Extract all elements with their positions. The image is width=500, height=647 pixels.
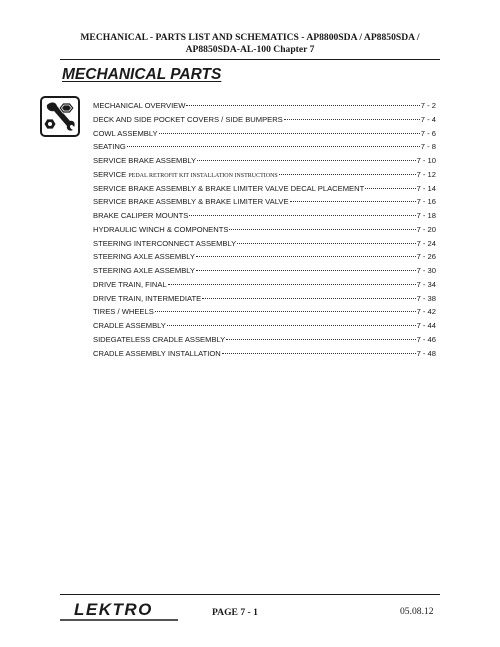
toc-label: CRADLE ASSEMBLY xyxy=(93,321,166,330)
header-line-2: AP8850SDA-AL-100 Chapter 7 xyxy=(185,44,315,55)
toc-entry[interactable] xyxy=(93,156,436,170)
toc-entry[interactable] xyxy=(93,294,436,308)
table-of-contents xyxy=(93,101,436,362)
toc-entry[interactable] xyxy=(93,335,436,349)
toc-entry[interactable] xyxy=(93,197,436,211)
dot-leader xyxy=(168,284,416,285)
toc-entry[interactable] xyxy=(93,115,436,129)
toc-page: 7 - 10 xyxy=(416,156,436,165)
toc-page: 7 - 24 xyxy=(416,238,436,248)
dot-leader xyxy=(229,229,415,230)
toc-entry[interactable] xyxy=(93,184,436,198)
dot-leader xyxy=(155,311,416,312)
dot-leader xyxy=(237,243,415,244)
toc-label: HYDRAULIC WINCH & COMPONENTS xyxy=(93,224,229,234)
lektro-logo xyxy=(60,598,190,622)
dot-leader xyxy=(196,256,416,257)
toc-label: STEERING INTERCONNECT ASSEMBLY xyxy=(93,238,237,248)
toc-entry[interactable] xyxy=(93,239,436,253)
toc-page: 7 - 34 xyxy=(416,279,436,289)
toc-label xyxy=(93,170,278,179)
toc-entry[interactable] xyxy=(93,170,436,184)
toc-entry[interactable] xyxy=(93,349,436,363)
toc-page: 7 - 2 xyxy=(420,101,436,110)
dot-leader xyxy=(196,270,416,271)
toc-label: CRADLE ASSEMBLY INSTALLATION xyxy=(93,348,221,358)
toc-label: SEATING xyxy=(93,142,126,152)
toc-page: 7 - 14 xyxy=(416,183,436,193)
toc-entry[interactable] xyxy=(93,101,436,115)
dot-leader xyxy=(167,325,416,326)
toc-label: SERVICE BRAKE ASSEMBLY & BRAKE LIMITER VALVE xyxy=(93,197,289,207)
toc-label-main: SERVICE xyxy=(93,169,127,179)
toc-label: BRAKE CALIPER MOUNTS xyxy=(93,211,189,220)
dot-leader xyxy=(284,119,420,120)
toc-label: COWL ASSEMBLY xyxy=(93,128,158,138)
dot-leader xyxy=(189,215,415,216)
toc-label: MECHANICAL OVERVIEW xyxy=(93,101,186,110)
revision-date: 05.08.12 xyxy=(400,606,434,617)
toc-page: 7 - 18 xyxy=(416,211,436,220)
dot-leader xyxy=(197,160,415,161)
toc-label: DECK AND SIDE POCKET COVERS / SIDE BUMPERS xyxy=(93,114,283,124)
toc-page: 7 - 26 xyxy=(416,252,436,262)
wrench-and-bolt-icon xyxy=(40,96,80,137)
dot-leader xyxy=(202,298,415,299)
section-title: MECHANICAL PARTS xyxy=(62,66,222,83)
page-number: PAGE 7 - 1 xyxy=(212,607,258,618)
dot-leader xyxy=(279,174,416,175)
dot-leader xyxy=(159,133,420,134)
toc-page: 7 - 4 xyxy=(420,114,436,124)
toc-label-small: PEDAL RETROFIT KIT INSTALLATION INSTRUCTIONS xyxy=(128,172,278,179)
toc-entry[interactable] xyxy=(93,266,436,280)
dot-leader xyxy=(127,146,420,147)
toc-entry[interactable] xyxy=(93,307,436,321)
toc-entry[interactable] xyxy=(93,211,436,225)
toc-page: 7 - 20 xyxy=(416,224,436,234)
toc-label: SERVICE BRAKE ASSEMBLY xyxy=(93,156,197,165)
dot-leader xyxy=(365,188,415,189)
toc-page: 7 - 44 xyxy=(416,321,436,330)
toc-label: STEERING AXLE ASSEMBLY xyxy=(93,252,195,262)
footer-divider xyxy=(60,594,440,595)
toc-page: 7 - 42 xyxy=(416,307,436,317)
toc-label: DRIVE TRAIN, INTERMEDIATE xyxy=(93,293,202,303)
dot-leader xyxy=(186,105,419,106)
toc-entry[interactable] xyxy=(93,252,436,266)
toc-label: SERVICE BRAKE ASSEMBLY & BRAKE LIMITER VALVE DECAL PLACEMENT xyxy=(93,183,365,193)
toc-entry[interactable] xyxy=(93,142,436,156)
toc-label: DRIVE TRAIN, FINAL xyxy=(93,279,167,289)
toc-page: 7 - 6 xyxy=(420,128,436,138)
logo-text: LEKTRO xyxy=(74,600,153,619)
toc-page: 7 - 16 xyxy=(416,197,436,207)
toc-page: 7 - 8 xyxy=(420,142,436,152)
header-line-1: MECHANICAL - PARTS LIST AND SCHEMATICS - AP8800SDA / AP8850SDA / xyxy=(80,32,420,43)
running-header xyxy=(60,32,440,56)
toc-label: SIDEGATELESS CRADLE ASSEMBLY xyxy=(93,334,226,344)
dot-leader xyxy=(290,201,416,202)
toc-entry[interactable] xyxy=(93,129,436,143)
dot-leader xyxy=(226,339,415,340)
toc-label: STEERING AXLE ASSEMBLY xyxy=(93,266,195,275)
toc-label: TIRES / WHEELS xyxy=(93,307,154,317)
toc-entry[interactable] xyxy=(93,280,436,294)
toc-entry[interactable] xyxy=(93,225,436,239)
toc-page: 7 - 46 xyxy=(416,334,436,344)
header-divider xyxy=(60,59,440,60)
toc-page: 7 - 30 xyxy=(416,266,436,275)
toc-page: 7 - 12 xyxy=(416,169,436,179)
toc-page: 7 - 38 xyxy=(416,293,436,303)
toc-page: 7 - 48 xyxy=(416,348,436,358)
dot-leader xyxy=(222,353,416,354)
toc-entry[interactable] xyxy=(93,321,436,335)
